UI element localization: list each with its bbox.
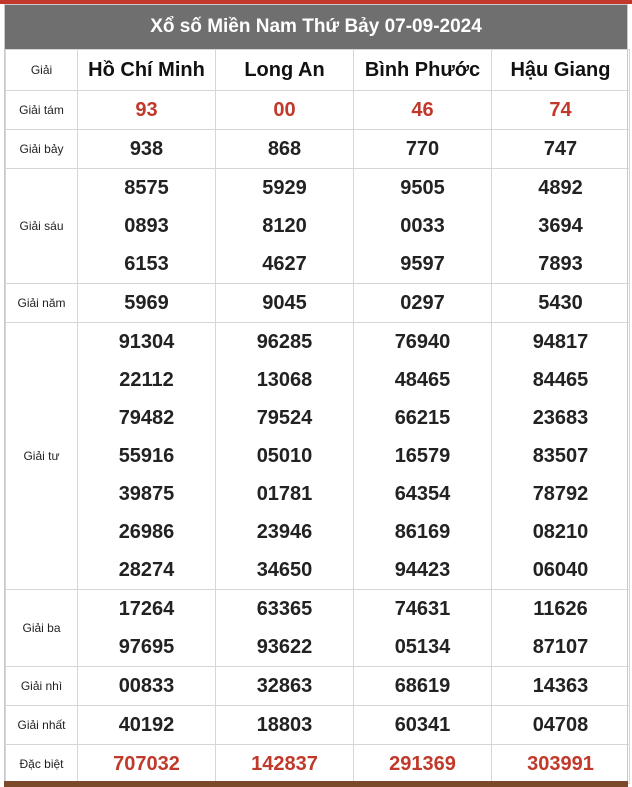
winning-number: 55916 (118, 445, 175, 467)
winning-number: 5929 (262, 177, 307, 199)
prize-label: Giải năm (6, 284, 78, 323)
prize-label: Giải bảy (6, 130, 78, 169)
winning-number: 23946 (256, 521, 313, 543)
prize-label: Giải nhất (6, 706, 78, 745)
winning-number: 26986 (118, 521, 175, 543)
winning-number: 40192 (118, 714, 175, 736)
winning-number: 60341 (394, 714, 451, 736)
winning-number: 13068 (256, 369, 313, 391)
winning-number: 14363 (532, 675, 589, 697)
table-header-row (6, 50, 630, 91)
result-cell (492, 706, 630, 745)
winning-number: 32863 (256, 675, 313, 697)
winning-number: 00833 (118, 675, 175, 697)
prize-label: Giải tư (6, 323, 78, 590)
winning-number: 93622 (256, 636, 313, 658)
prize-rows (6, 91, 630, 784)
winning-number: 5430 (538, 292, 583, 314)
prize-row (6, 284, 630, 323)
result-cell (78, 169, 216, 284)
winning-number: 291369 (389, 753, 456, 775)
result-cell (492, 169, 630, 284)
winning-number: 74 (549, 99, 572, 121)
result-cell (216, 323, 354, 590)
winning-number: 8120 (262, 215, 307, 237)
winning-number: 4892 (538, 177, 583, 199)
prize-row (6, 323, 630, 590)
winning-number: 7893 (538, 253, 583, 275)
result-cell (492, 91, 630, 130)
winning-number: 05134 (394, 636, 451, 658)
result-cell (492, 667, 630, 706)
result-cell (354, 706, 492, 745)
winning-number: 00 (273, 99, 296, 121)
winning-number: 938 (129, 138, 164, 160)
result-cell (354, 590, 492, 667)
province-header[interactable]: Bình Phước (354, 50, 492, 91)
winning-number: 87107 (532, 636, 589, 658)
result-cell (216, 130, 354, 169)
winning-number: 3694 (538, 215, 583, 237)
winning-number: 9045 (262, 292, 307, 314)
result-cell (78, 745, 216, 784)
winning-number: 63365 (256, 598, 313, 620)
winning-number: 9597 (400, 253, 445, 275)
winning-number: 68619 (394, 675, 451, 697)
winning-number: 48465 (394, 369, 451, 391)
winning-number: 0033 (400, 215, 445, 237)
bottom-accent-strip (4, 781, 628, 787)
winning-number: 142837 (251, 753, 318, 775)
result-cell (216, 91, 354, 130)
prize-row (6, 130, 630, 169)
winning-number: 9505 (400, 177, 445, 199)
winning-number: 01781 (256, 483, 313, 505)
prize-row (6, 667, 630, 706)
prize-label: Giải nhì (6, 667, 78, 706)
winning-number: 707032 (113, 753, 180, 775)
winning-number: 06040 (532, 559, 589, 581)
result-cell (78, 284, 216, 323)
result-cell (78, 667, 216, 706)
winning-number: 747 (543, 138, 578, 160)
winning-number: 79482 (118, 407, 175, 429)
winning-number: 5969 (124, 292, 169, 314)
winning-number: 4627 (262, 253, 307, 275)
winning-number: 17264 (118, 598, 175, 620)
province-header[interactable]: Long An (216, 50, 354, 91)
winning-number: 6153 (124, 253, 169, 275)
winning-number: 79524 (256, 407, 313, 429)
prize-label: Giải tám (6, 91, 78, 130)
province-header[interactable]: Hồ Chí Minh (78, 50, 216, 91)
prize-row (6, 590, 630, 667)
province-header[interactable]: Hậu Giang (492, 50, 630, 91)
winning-number: 66215 (394, 407, 451, 429)
winning-number: 770 (405, 138, 440, 160)
prize-row (6, 745, 630, 784)
result-cell (354, 130, 492, 169)
winning-number: 868 (267, 138, 302, 160)
result-cell (216, 745, 354, 784)
result-cell (216, 284, 354, 323)
winning-number: 84465 (532, 369, 589, 391)
winning-number: 8575 (124, 177, 169, 199)
result-cell (78, 91, 216, 130)
winning-number: 05010 (256, 445, 313, 467)
winning-number: 18803 (256, 714, 313, 736)
prize-label: Đặc biệt (6, 745, 78, 784)
winning-number: 28274 (118, 559, 175, 581)
result-cell (492, 130, 630, 169)
result-cell (492, 745, 630, 784)
result-cell (354, 745, 492, 784)
winning-number: 93 (135, 99, 158, 121)
winning-number: 303991 (527, 753, 594, 775)
prize-row (6, 91, 630, 130)
winning-number: 23683 (532, 407, 589, 429)
winning-number: 0893 (124, 215, 169, 237)
result-cell (78, 706, 216, 745)
winning-number: 86169 (394, 521, 451, 543)
result-cell (492, 323, 630, 590)
result-cell (354, 91, 492, 130)
winning-number: 08210 (532, 521, 589, 543)
result-cell (354, 169, 492, 284)
prize-row (6, 706, 630, 745)
results-title: Xổ số Miền Nam Thứ Bảy 07-09-2024 (5, 5, 627, 49)
winning-number: 94817 (532, 331, 589, 353)
results-table (5, 49, 630, 784)
prize-column-header: Giải (6, 50, 78, 91)
result-cell (78, 130, 216, 169)
result-cell (216, 590, 354, 667)
winning-number: 78792 (532, 483, 589, 505)
winning-number: 91304 (118, 331, 175, 353)
winning-number: 76940 (394, 331, 451, 353)
winning-number: 97695 (118, 636, 175, 658)
winning-number: 0297 (400, 292, 445, 314)
winning-number: 11626 (533, 598, 588, 620)
winning-number: 64354 (394, 483, 451, 505)
prize-label: Giải sáu (6, 169, 78, 284)
result-cell (354, 323, 492, 590)
result-cell (492, 284, 630, 323)
result-cell (354, 284, 492, 323)
prize-row (6, 169, 630, 284)
winning-number: 74631 (394, 598, 451, 620)
result-cell (78, 323, 216, 590)
winning-number: 94423 (394, 559, 451, 581)
result-cell (216, 667, 354, 706)
winning-number: 04708 (532, 714, 589, 736)
winning-number: 16579 (394, 445, 451, 467)
result-cell (216, 706, 354, 745)
winning-number: 46 (411, 99, 434, 121)
winning-number: 96285 (256, 331, 313, 353)
winning-number: 39875 (118, 483, 175, 505)
result-cell (492, 590, 630, 667)
results-panel (4, 4, 628, 785)
winning-number: 83507 (532, 445, 589, 467)
result-cell (354, 667, 492, 706)
winning-number: 22112 (119, 369, 174, 391)
result-cell (78, 590, 216, 667)
result-cell (216, 169, 354, 284)
prize-label: Giải ba (6, 590, 78, 667)
winning-number: 34650 (256, 559, 313, 581)
